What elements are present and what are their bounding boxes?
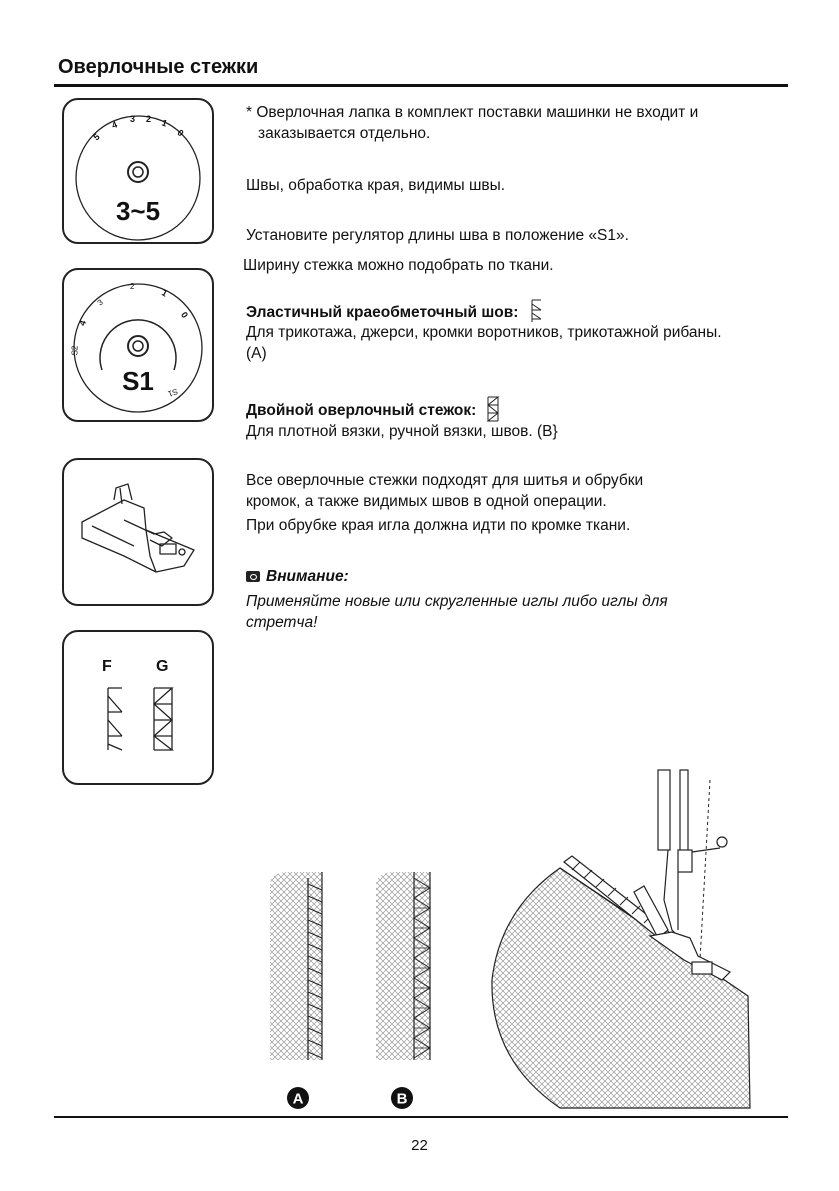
length-dial-icon: [64, 270, 216, 424]
dial-number-5: 5: [91, 131, 102, 143]
dial-number-4: 4: [110, 119, 119, 131]
dial-number-1: 1: [160, 117, 169, 129]
attention-text-2: стретча!: [246, 614, 318, 631]
overlock-foot-panel: [62, 458, 214, 606]
note-foot-2: заказывается отдельно.: [258, 125, 431, 142]
page-title: Оверлочные стежки: [58, 56, 259, 78]
dial-number-0: 0: [178, 310, 191, 320]
dial-number-s1: S1: [166, 386, 180, 399]
attention-text-1: Применяйте новые или скругленные иглы либо иглы для: [246, 593, 668, 610]
attention-title-text: Внимание:: [266, 568, 349, 585]
stitch-col-f: F: [102, 658, 112, 675]
double-stitch-icon: [485, 396, 501, 422]
dial-value-label: S1: [122, 366, 154, 396]
attention-icon: [246, 571, 260, 582]
overlock-foot-icon: [64, 460, 216, 608]
figure-label-b: B: [396, 1090, 408, 1108]
elastic-stitch-title: [246, 299, 545, 323]
dial-number-2: 2: [130, 282, 135, 291]
attention-title: [246, 566, 349, 587]
page-number: 22: [411, 1137, 428, 1154]
width-dial-panel: [62, 98, 214, 244]
dial-number-0: 0: [175, 127, 186, 139]
elastic-stitch-icon: [529, 299, 545, 323]
dial-value-label: 3~5: [115, 196, 161, 226]
set-length-text: Установите регулятор длины шва в положение «S1».: [246, 227, 629, 244]
dial-number-s2: S2: [70, 345, 80, 356]
all-stitches-2: кромок, а также видимых швов в одной операции.: [246, 493, 607, 510]
length-dial-panel: [62, 268, 214, 422]
usage-text: Швы, обработка края, видимы швы.: [246, 177, 506, 194]
note-foot-1: * Оверлочная лапка в комплект поставки машинки не входит и: [246, 104, 699, 121]
trim-text: При обрубке края игла должна идти по кромке ткани.: [246, 517, 631, 534]
elastic-stitch-ref: (A): [246, 345, 267, 362]
footer-rule: [54, 1116, 788, 1118]
overlock-illustration: [260, 760, 780, 1112]
stitch-col-g: G: [156, 658, 169, 675]
dial-number-3: 3: [130, 114, 136, 124]
dial-number-1: 1: [159, 287, 170, 299]
elastic-stitch-desc: Для трикотажа, джерси, кромки воротников, трикотажной рибаны.: [246, 324, 722, 341]
all-stitches-1: Все оверлочные стежки подходят для шитья и обрубки: [246, 472, 644, 489]
dial-number-4: 4: [76, 318, 89, 328]
set-width-text: Ширину стежка можно подобрать по ткани.: [243, 257, 554, 274]
stitch-table-panel: [62, 630, 214, 785]
figure-label-a: A: [292, 1090, 304, 1108]
dial-number-2: 2: [146, 114, 152, 124]
double-stitch-desc: Для плотной вязки, ручной вязки, швов. (B}: [246, 423, 558, 440]
stitch-patterns-icon: [64, 632, 216, 787]
dial-number-3: 3: [95, 297, 105, 308]
double-stitch-title-text: Двойной оверлочный стежок:: [246, 402, 477, 419]
double-stitch-title: [246, 396, 501, 422]
elastic-stitch-title-text: Эластичный краеобметочный шов:: [246, 304, 519, 321]
title-rule: [54, 84, 788, 87]
